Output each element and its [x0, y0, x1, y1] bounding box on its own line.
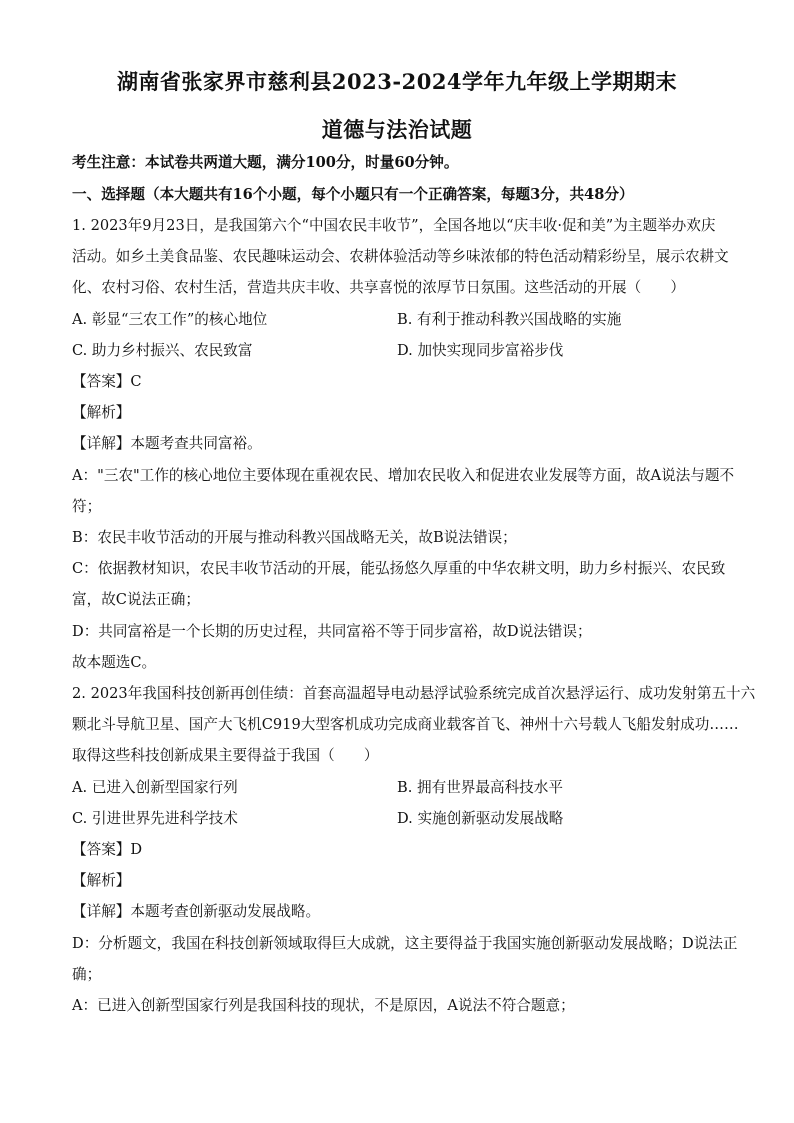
q2-option-d: D. 实施创新驱动发展战略: [397, 810, 564, 827]
q2-explain-line: D：分析题文，我国在科技创新领域取得巨大成就，这主要得益于我国实施创新驱动发展战略；D说法正: [72, 935, 738, 952]
q2-stem-line: 取得这些科技创新成果主要得益于我国（ ）: [72, 747, 379, 764]
q1-explain-line: B：农民丰收节活动的开展与推动科教兴国战略无关，故B说法错误；: [72, 529, 517, 546]
exam-notice: 考生注意：本试卷共两道大题，满分100分，时量60分钟。: [72, 154, 459, 171]
q1-stem-line: 活动。如乡土美食品鉴、农民趣味运动会、农耕体验活动等乡味浓郁的特色活动精彩纷呈，展示农耕文: [72, 248, 729, 265]
q2-analysis-label: 【解析】: [72, 872, 131, 889]
q1-stem-line: 化、农村习俗、农村生活，营造共庆丰收、共享喜悦的浓厚节日氛围。这些活动的开展（ ）: [72, 279, 685, 296]
q1-analysis-label: 【解析】: [72, 404, 131, 421]
q1-stem-line: 1. 2023年9月23日，是我国第六个“中国农民丰收节”，全国各地以“庆丰收·促和美”为主题举办欢庆: [72, 217, 716, 234]
q1-explain-line: C：依据教材知识，农民丰收节活动的开展，能弘扬悠久厚重的中华农耕文明，助力乡村振兴、农民致: [72, 560, 726, 577]
q1-explain-line: A："三农"工作的核心地位主要体现在重视农民、增加农民收入和促进农业发展等方面，故A说法与题不: [72, 467, 735, 484]
q2-option-c: C. 引进世界先进科学技术: [72, 810, 238, 827]
q2-option-a: A. 已进入创新型国家行列: [72, 779, 238, 796]
q1-option-b: B. 有利于推动科教兴国战略的实施: [397, 311, 622, 328]
q1-detail: 【详解】本题考查共同富裕。: [72, 435, 262, 452]
q1-explain-line: D：共同富裕是一个长期的历史过程，共同富裕不等于同步富裕，故D说法错误；: [72, 623, 592, 640]
document-title-line1: 湖南省张家界市慈利县2023-2024学年九年级上学期期末: [116, 69, 678, 94]
q2-option-b: B. 拥有世界最高科技水平: [397, 779, 563, 796]
section-heading: 一、选择题（本大题共有16个小题，每个小题只有一个正确答案，每题3分，共48分）: [72, 186, 634, 203]
q2-explain-line: A：已进入创新型国家行列是我国科技的现状，不是原因，A说法不符合题意；: [72, 997, 575, 1014]
q1-option-a: A. 彰显“三农工作”的核心地位: [72, 311, 268, 328]
q1-conclusion: 故本题选C。: [72, 654, 157, 671]
q2-explain-line: 确；: [72, 966, 102, 983]
q2-answer: 【答案】D: [72, 841, 143, 858]
q2-detail: 【详解】本题考查创新驱动发展战略。: [72, 903, 321, 920]
q2-stem-line: 颗北斗导航卫星、国产大飞机C919大型客机成功完成商业载客首飞、神州十六号载人飞船发射成功……: [72, 716, 739, 733]
q1-answer: 【答案】C: [72, 373, 142, 390]
document-title-line2: 道德与法治试题: [321, 117, 473, 142]
q1-option-c: C. 助力乡村振兴、农民致富: [72, 342, 253, 359]
q2-stem-line: 2. 2023年我国科技创新再创佳绩：首套高温超导电动悬浮试验系统完成首次悬浮运行、成功发射第五十六: [72, 685, 756, 702]
q1-explain-line: 富，故C说法正确；: [72, 591, 200, 608]
q1-explain-line: 符；: [72, 498, 102, 515]
q1-option-d: D. 加快实现同步富裕步伐: [397, 342, 564, 359]
